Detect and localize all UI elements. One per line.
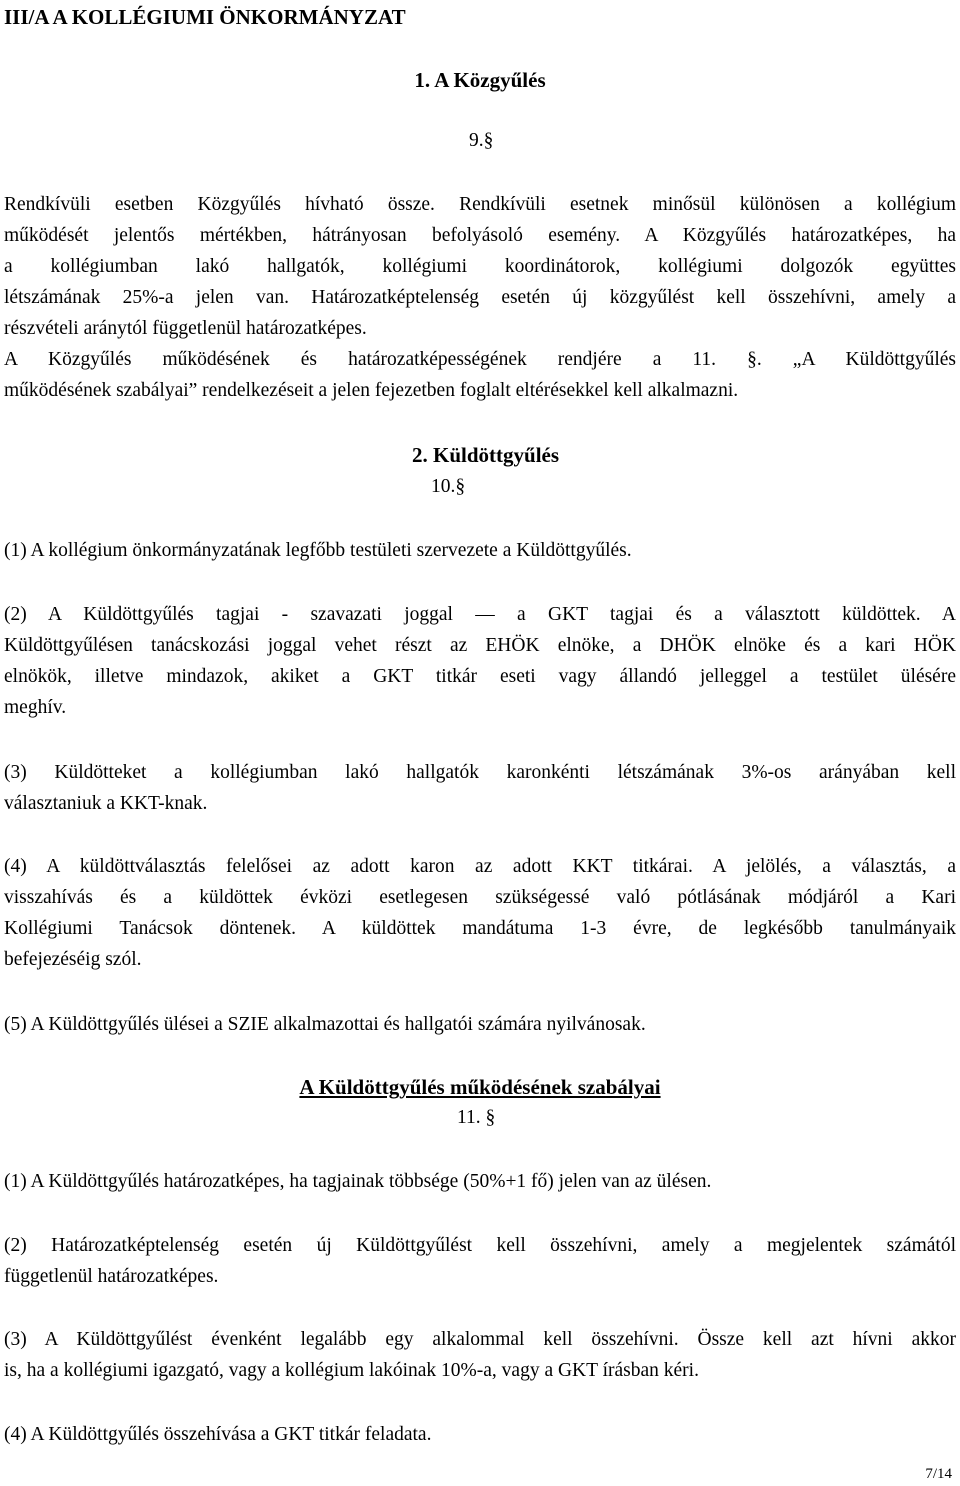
text-line: Küldöttgyűlésen tanácskozási joggal vehet részt az EHÖK elnöke, a DHÖK elnöke és a kari HÖK [4, 635, 956, 656]
text-line: (3) Küldötteket a kollégiumban lakó hallgatók karonkénti létszámának 3%-os arányában kell [4, 762, 956, 783]
text-line: Kollégiumi Tanácsok döntenek. A küldöttek mandátuma 1-3 évre, de legkésőbb tanulmányaik [4, 918, 956, 939]
section-3-heading: A Küldöttgyűlés működésének szabályai [299, 1075, 661, 1099]
section-9-paragraph-1 [4, 189, 956, 344]
section-10-number: 10.§ [431, 476, 466, 497]
text-line: befejezéséig szól. [4, 949, 142, 970]
section-10-paragraph-4 [4, 851, 956, 975]
text-line: működésének szabályai” rendelkezéseit a jelen fejezetben foglalt eltérésekkel kell alkalmazni. [4, 380, 739, 401]
text-line: létszámának 25%-a jelen van. Határozatképtelenség esetén új közgyűlést kell összehívni, amely a [4, 287, 956, 308]
text-line: (2) A Küldöttgyűlés tagjai - szavazati joggal — a GKT tagjai és a választott küldöttek. A [4, 604, 956, 625]
section-11-paragraph-3 [4, 1324, 956, 1386]
section-9-number: 9.§ [469, 130, 494, 151]
text-line: (4) A küldöttválasztás felelősei az adott karon az adott KKT titkárai. A jelölés, a választás, a [4, 856, 956, 877]
section-2-heading: 2. Küldöttgyűlés [412, 443, 560, 467]
text-line: függetlenül határozatképes. [4, 1266, 219, 1287]
document-page [4, 0, 956, 1486]
text-line: elnökök, illetve mindazok, akiket a GKT titkár eseti vagy állandó jelleggel a testület ülésére [4, 666, 956, 687]
text-line: A Közgyűlés működésének és határozatképességének rendjére a 11. §. „A Küldöttgyűlés [4, 349, 956, 370]
page-number: 7/14 [925, 1466, 952, 1482]
section-11-paragraph-4 [4, 1419, 956, 1450]
section-10-paragraph-1 [4, 535, 956, 566]
section-11-number: 11. § [457, 1107, 496, 1128]
section-9-paragraph-2 [4, 344, 956, 406]
section-10-paragraph-5 [4, 1009, 956, 1040]
text-line: (1) A kollégium önkormányzatának legfőbb testületi szervezete a Küldöttgyűlés. [4, 540, 632, 561]
section-11-paragraph-2 [4, 1230, 956, 1292]
text-line: választaniuk a KKT-knak. [4, 793, 208, 814]
text-line: a kollégiumban lakó hallgatók, kollégiumi koordinátorok, kollégiumi dolgozók együttes [4, 256, 956, 277]
text-line: visszahívás és a küldöttek évközi esetlegesen szükségessé való pótlásának módjáról a Kari [4, 887, 956, 908]
document-title: III/A A KOLLÉGIUMI ÖNKORMÁNYZAT [4, 5, 406, 29]
section-10-paragraph-3 [4, 757, 956, 819]
text-line: (4) A Küldöttgyűlés összehívása a GKT titkár feladata. [4, 1424, 432, 1445]
text-line: (3) A Küldöttgyűlést évenként legalább egy alkalommal kell összehívni. Össze kell azt hívni akkor [4, 1329, 956, 1350]
section-11-paragraph-1 [4, 1166, 956, 1197]
text-line: (1) A Küldöttgyűlés határozatképes, ha tagjainak többsége (50%+1 fő) jelen van az ülésen. [4, 1171, 712, 1192]
text-line: Rendkívüli esetben Közgyűlés hívható össze. Rendkívüli esetnek minősül különösen a kollégium [4, 194, 956, 215]
text-line: működését jelentős mértékben, hátrányosan befolyásoló esemény. A Közgyűlés határozatképes, ha [4, 225, 956, 246]
text-line: (2) Határozatképtelenség esetén új Küldöttgyűlést kell összehívni, amely a megjelentek számától [4, 1235, 956, 1256]
text-line: meghív. [4, 697, 67, 718]
text-line: részvételi aránytól függetlenül határozatképes. [4, 318, 367, 339]
section-10-paragraph-2 [4, 599, 956, 723]
section-1-heading: 1. A Közgyűlés [414, 68, 546, 92]
text-line: (5) A Küldöttgyűlés ülései a SZIE alkalmazottai és hallgatói számára nyilvánosak. [4, 1014, 646, 1035]
text-line: is, ha a kollégiumi igazgató, vagy a kollégium lakóinak 10%-a, vagy a GKT írásban kéri. [4, 1360, 699, 1381]
